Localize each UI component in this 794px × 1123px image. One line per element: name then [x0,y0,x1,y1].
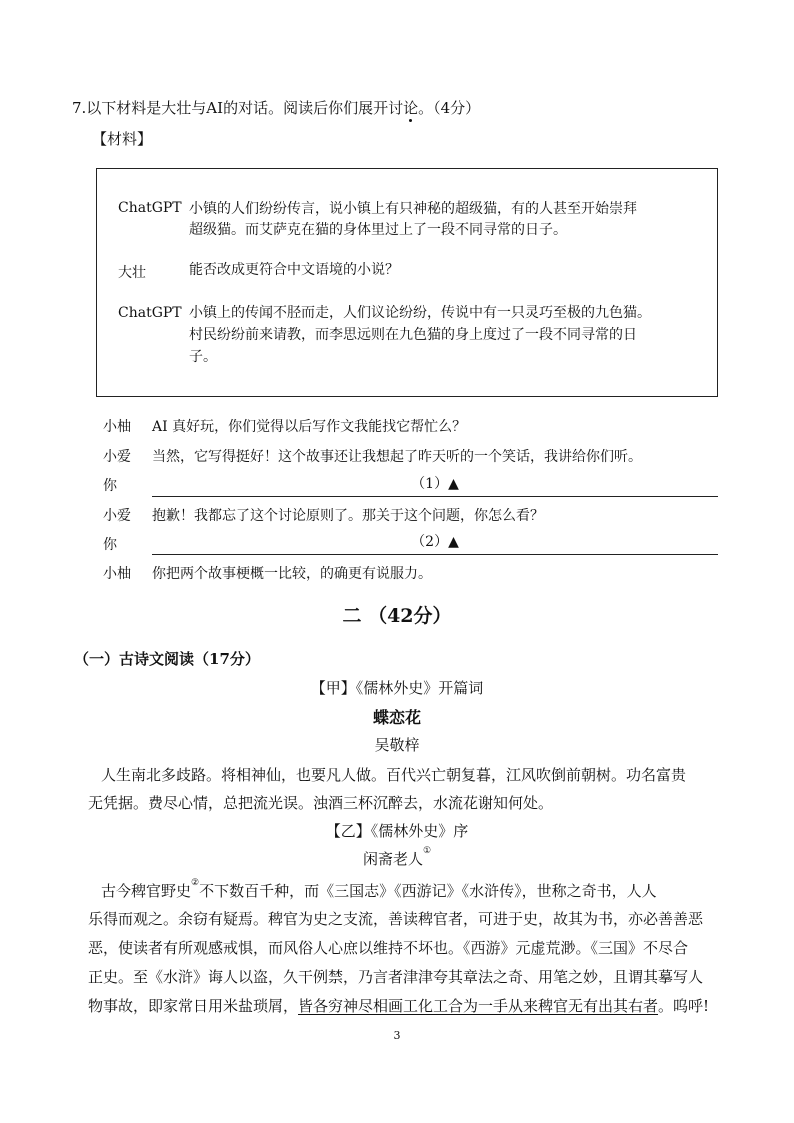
preface-line: 恶，使读者有所观感戒惧，而风俗人心庶以维持不坏也。《西游》元虚荒渺。《三国》不尽合 [88,939,689,957]
material-label: 【材料】 [92,130,153,148]
preface-line: 乐得而观之。余窃有疑焉。稗官为史之支流，善读稗官者，可进于史，故其为书，亦必善善恶 [88,910,704,928]
material-line: 超级猫。而艾萨克在猫的身体里过上了一段不同寻常的日子。 [189,222,567,238]
section-title: 二 （42分） [342,605,452,627]
material-line: 小镇的人们纷纷传言，说小镇上有只神秘的超级猫，有的人甚至开始崇拜 [189,201,637,217]
answer-blank-1[interactable]: （1）▲ [152,474,718,497]
underlined-sentence: 皆各穷神尽相画工化工合为一手从来稗官无有出其右者 [298,997,659,1015]
footnote-mark: ② [191,878,200,888]
jia-label: 【甲】《儒林外史》开篇词 [310,679,484,697]
material-line: 小镇上的传闻不胫而走，人们议论纷纷，传说中有一只灵巧至极的九色猫。 [189,305,651,321]
material-speaker: ChatGPT [118,305,182,321]
dialogue-name: 你 [103,537,117,553]
question-7: 7.以下材料是大壮与AI的对话。阅读后你们展开讨论。（4分） [72,99,481,117]
dialogue-name: 小柚 [103,419,131,435]
dialogue-text: 当然，它写得挺好！这个故事还让我想起了昨天听的一个笑话，我讲给你们听。 [152,449,642,465]
dialogue-name: 小爱 [103,508,131,524]
dialogue-text: 你把两个故事梗概一比较，的确更有说服力。 [152,566,432,582]
material-line: 能否改成更符合中文语境的小说？ [189,262,399,278]
material-line: 子。 [189,349,217,365]
poem-title: 蝶恋花 [372,708,421,727]
preface-line: 正史。至《水浒》诲人以盗，久干例禁，乃言者津津夸其章法之奇、用笔之妙，且谓其摹写人 [88,968,704,986]
dialogue-name: 小爱 [103,449,131,465]
dialogue-text: AI 真好玩，你们觉得以后写作文我能找它帮忙么？ [152,419,467,435]
footnote-mark: ① [422,846,432,856]
poem-line: 无凭据。费尽心情，总把流光误。浊酒三杯沉醉去，水流花谢知何处。 [88,794,554,812]
material-speaker: 大壮 [118,265,146,281]
answer-blank-2[interactable]: （2）▲ [152,532,718,555]
material-line: 村民纷纷前来请教，而李思远则在九色猫的身上度过了一段不同寻常的日 [189,327,637,343]
emphasis-char: 论 [403,99,419,117]
preface-line: 物事故，即家常日用米盐琐屑，皆各穷神尽相画工化工合为一手从来稗官无有出其右者。呜呼! [88,997,710,1015]
dialogue-name: 小柚 [103,566,131,582]
material-speaker: ChatGPT [118,200,182,216]
preface-line: 古今稗官野史②不下数百千种，而《三国志》《西游记》《水浒传》，世称之奇书，人人 [101,878,657,900]
poem-author: 吴敬梓 [374,736,420,754]
yi-author: 闲斋老人① [362,846,432,868]
yi-label: 【乙】《儒林外史》序 [325,822,469,840]
dialogue-name: 你 [103,478,117,494]
poem-line: 人生南北多歧路。将相神仙，也要凡人做。百代兴亡朝复暮，江风吹倒前朝树。功名富贵 [101,766,687,784]
subsection-heading: （一）古诗文阅读（17分） [74,650,260,668]
dialogue-text: 抱歉！我都忘了这个讨论原则了。那关于这个问题，你怎么看？ [152,508,544,524]
page-number: 3 [393,1029,401,1042]
